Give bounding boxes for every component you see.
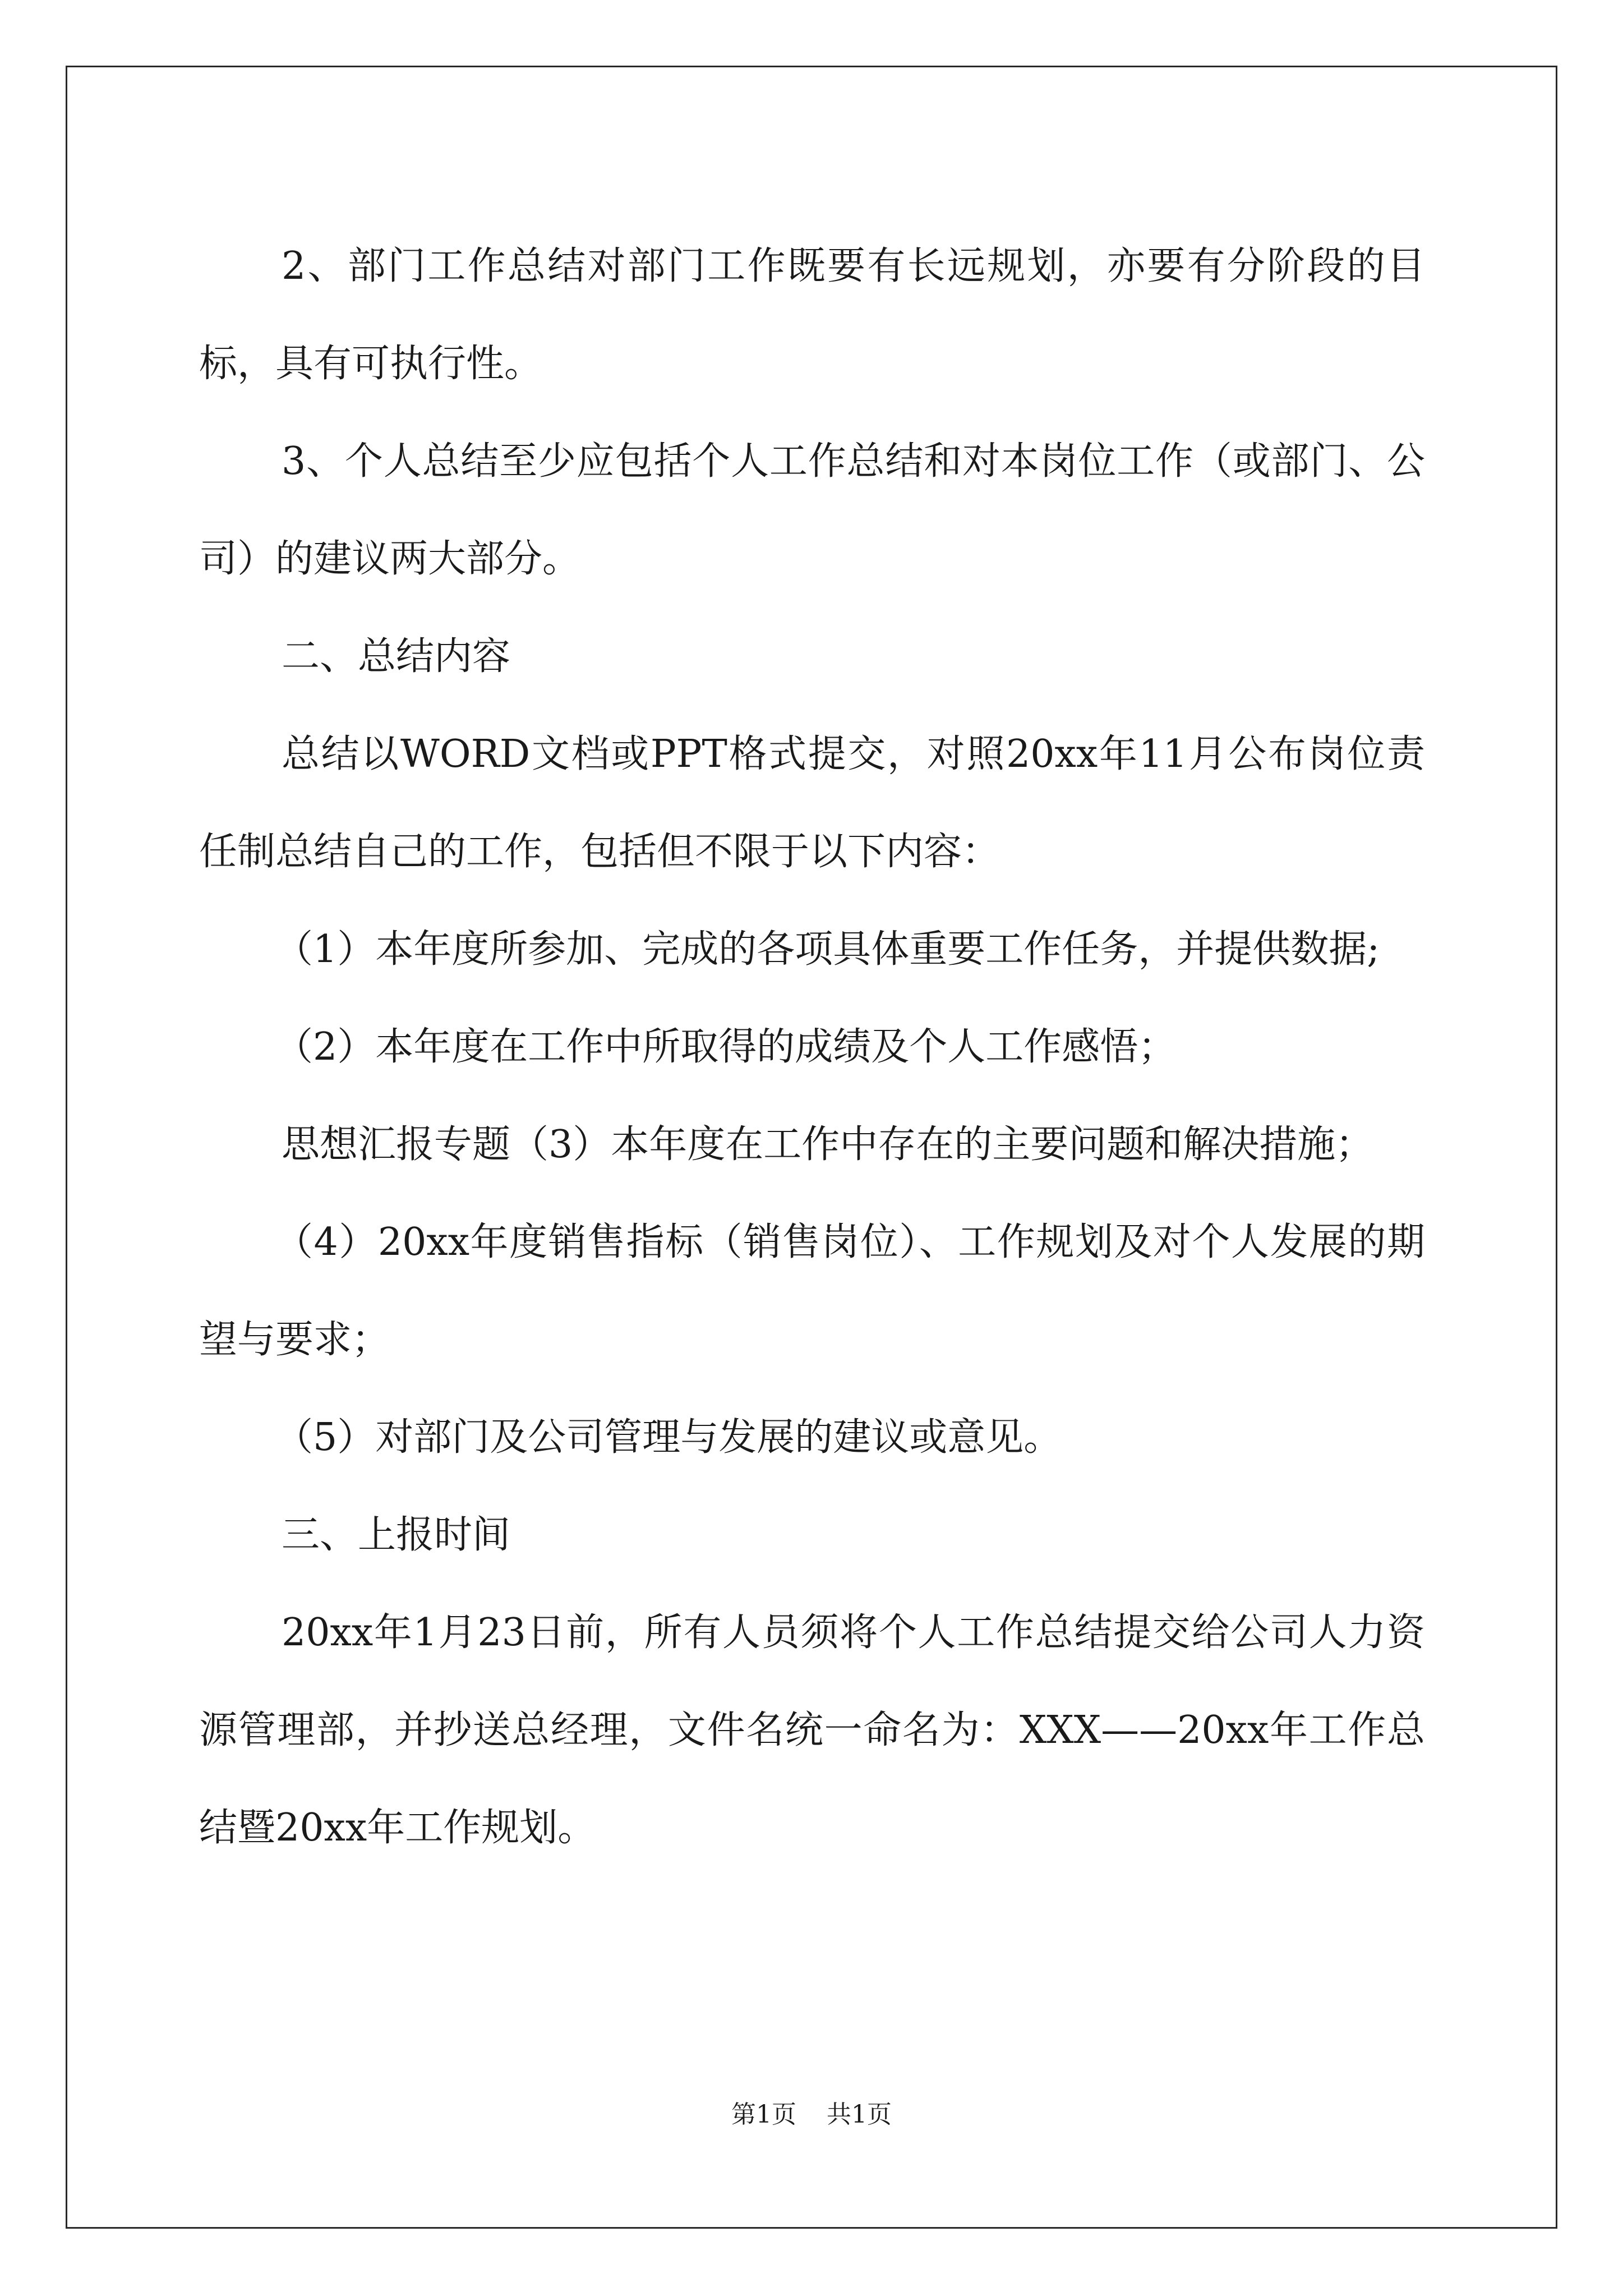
section-heading-report-time: 三、上报时间 [282, 1513, 511, 1557]
list-item-4: （4）20xx年度销售指标（销售岗位）、工作规划及对个人发展的期望与要求； [199, 1220, 1425, 1362]
paragraph-deadline: 20xx年1月23日前，所有人员须将个人工作总结提交给公司人力资源管理部，并抄送总经理，文件名统一命名为：XXX——20xx年工作总结暨20xx年工作规划。 [199, 1611, 1425, 1850]
page-number-total: 共1页 [827, 2100, 892, 2129]
page-footer [0, 2098, 1623, 2132]
page-number-current: 第1页 [731, 2100, 796, 2129]
paragraph-submission-format: 总结以WORD文档或PPT格式提交，对照20xx年11月公布岗位责任制总结自己的工作，包括但不限于以下内容： [199, 732, 1425, 874]
list-item-1: （1）本年度所参加、完成的各项具体重要工作任务，并提供数据; [275, 927, 1380, 972]
list-item-2: （2）本年度在工作中所取得的成绩及个人工作感悟； [275, 1025, 1177, 1069]
paragraph-personal-summary: 3、个人总结至少应包括个人工作总结和对本岗位工作（或部门、公司）的建议两大部分。 [199, 439, 1425, 581]
list-item-3: 思想汇报专题（3）本年度在工作中存在的主要问题和解决措施； [282, 1122, 1374, 1167]
paragraph-department-summary: 2、部门工作总结对部门工作既要有长远规划，亦要有分阶段的目标，具有可执行性。 [199, 244, 1425, 386]
document-body [199, 218, 1425, 1877]
section-heading-summary-content: 二、总结内容 [282, 634, 511, 679]
list-item-5: （5）对部门及公司管理与发展的建议或意见。 [275, 1415, 1062, 1460]
